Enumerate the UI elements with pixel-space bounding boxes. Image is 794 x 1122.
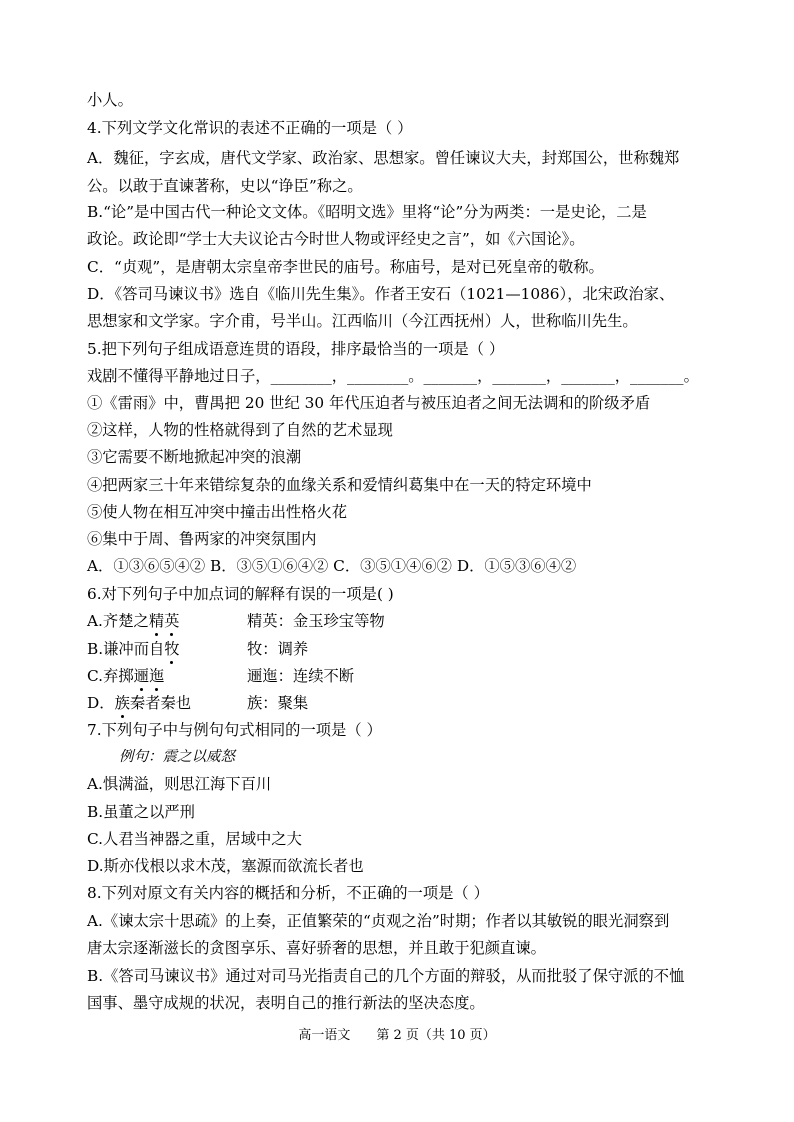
question-6-stem: 6.对下列句子中加点词的解释有误的一项是( ) [87, 585, 394, 603]
text-line: 公。以敢于直谏著称，史以“诤臣”称之。 [87, 177, 363, 195]
sentence-1: ①《雷雨》中，曹禺把 20 世纪 30 年代压迫者与被压迫者之间无法调和的阶级矛盾 [87, 394, 651, 412]
dotted-char: 英 [164, 612, 180, 630]
footer-subject: 高一语文 [298, 1028, 351, 1043]
question-6-option-d: D．族秦者秦也 族：聚集 [87, 694, 309, 712]
question-7-option-b: B.虽董之以严刑 [87, 803, 195, 821]
footer-page-number: 第 2 页（共 10 页） [376, 1028, 496, 1043]
gloss: 逦迤：连续不断 [247, 667, 355, 685]
question-7-option-a: A.惧满溢，则思江海下百川 [87, 775, 272, 793]
dotted-char: 精 [148, 612, 165, 630]
question-4-option-c: C．“贞观”，是唐朝太宗皇帝李世民的庙号。称庙号，是对已死皇帝的敬称。 [87, 258, 604, 276]
gloss: 精英：金玉珍宝等物 [247, 612, 385, 630]
page-footer [0, 1027, 794, 1045]
question-7-option-c: C.人君当神器之重，居域中之大 [87, 830, 302, 848]
sentence-4: ④把两家三十年来错综复杂的血缘关系和爱情纠葛集中在一天的特定环境中 [87, 476, 592, 494]
text-line: 唐太宗逐渐滋长的贪图享乐、喜好骄奢的思想，并且敢于犯颜直谏。 [87, 939, 546, 957]
question-8-option-a: A.《谏太宗十思疏》的上奏，正值繁荣的“贞观之治”时期；作者以其敏锐的眼光洞察到 [87, 912, 670, 930]
question-7-option-d: D.斯亦伐根以求木茂，塞源而欲流长者也 [87, 857, 364, 875]
dotted-char: 牧 [164, 640, 180, 658]
question-5-stem: 5.把下列句子组成语意连贯的语段，排序最恰当的一项是（ ） [87, 340, 505, 358]
dotted-char: 族 [114, 694, 130, 712]
question-6-option-a: A.齐楚之精英 精英：金玉珍宝等物 [87, 612, 385, 630]
question-5-options: A．①③⑥⑤④② B．③⑤①⑥④② C．③⑤①④⑥② D．①⑤③⑥④② [87, 557, 577, 575]
question-6-option-c: C.弃掷逦迤 逦迤：连续不断 [87, 667, 355, 685]
question-5-passage: 戏剧不懂得平静地过日子，________，________。_______，_______，_______，_______。 [87, 367, 699, 385]
question-6-option-b: B.谦冲而自牧 牧：调养 [87, 640, 309, 658]
question-8-option-b: B.《答司马谏议书》通过对司马光指责自己的几个方面的辩驳，从而批驳了保守派的不恤 [87, 967, 685, 985]
question-4-option-b: B.“论”是中国古代一种论文文体。《昭明文选》里将“论”分为两类：一是史论，二是 [87, 203, 647, 221]
text-line: 国事、墨守成规的状况，表明自己的推行新法的坚决态度。 [87, 994, 485, 1012]
text-line: 小人。 [87, 91, 133, 109]
question-4-stem: 4.下列文学文化常识的表述不正确的一项是（ ） [87, 119, 413, 137]
sentence-6: ⑥集中于周、鲁两家的冲突氛围内 [87, 530, 317, 548]
text-line: 政论。政论即“学士大夫议论古今时世人物或评经史之言”，如《六国论》。 [87, 230, 585, 248]
sentence-3: ③它需要不断地掀起冲突的浪潮 [87, 448, 302, 466]
question-4-option-a: A．魏征，字玄成，唐代文学家、政治家、思想家。曾任谏议大夫，封郑国公，世称魏郑 [87, 149, 680, 167]
dotted-char: 逦 [133, 667, 149, 685]
dotted-char: 迤 [148, 667, 165, 685]
sentence-2: ②这样，人物的性格就得到了自然的艺术显现 [87, 421, 393, 439]
gloss: 牧：调养 [247, 640, 309, 658]
question-7-stem: 7.下列句子中与例句句式相同的一项是（ ） [87, 721, 382, 739]
question-8-stem: 8.下列对原文有关内容的概括和分析，不正确的一项是（ ） [87, 884, 489, 902]
text-line: 思想家和文学家。字介甫，号半山。江西临川（今江西抚州）人，世称临川先生。 [87, 312, 638, 330]
gloss: 族：聚集 [247, 694, 309, 712]
question-4-option-d: D．《答司马谏议书》选自《临川先生集》。作者王安石（1021—1086），北宋政治家、 [87, 285, 675, 303]
question-7-example: 例句：震之以威怒 [119, 749, 235, 765]
sentence-5: ⑤使人物在相互冲突中撞击出性格火花 [87, 503, 348, 521]
